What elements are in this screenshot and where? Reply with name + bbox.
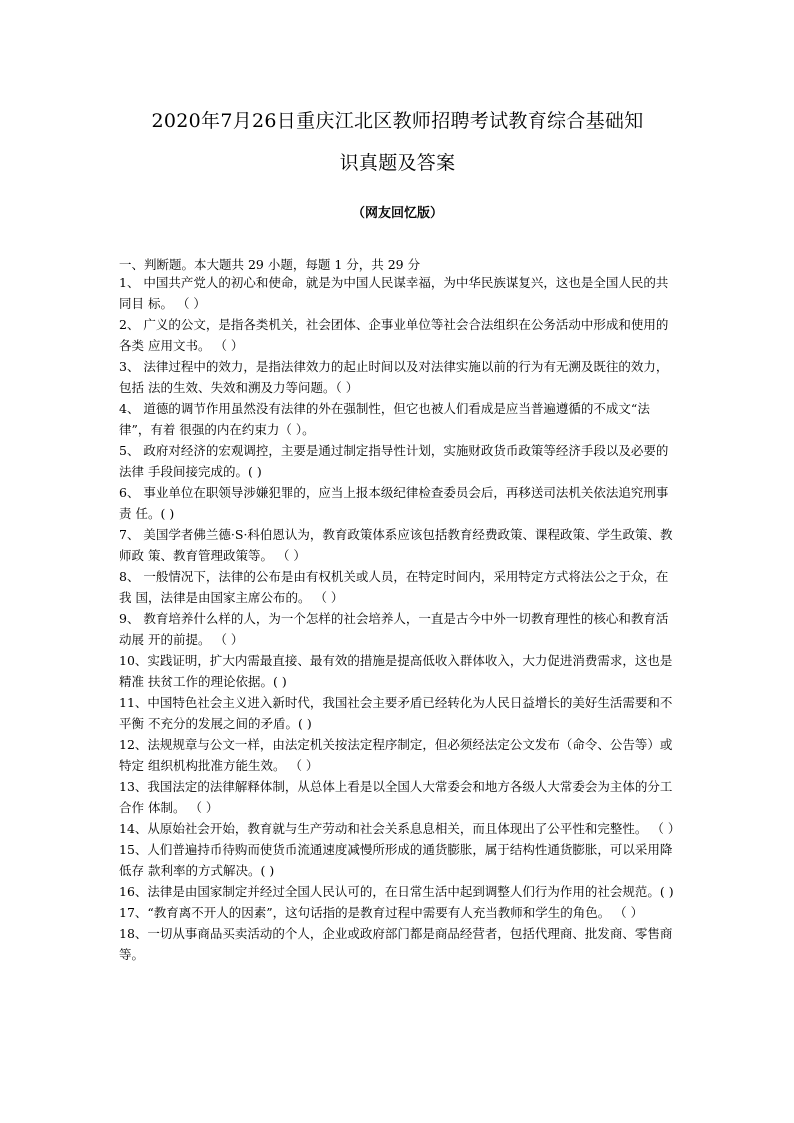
question-item: 18、一切从事商品买卖活动的个人，企业或政府部门都是商品经营者，包括代理商、批发商、零售商等。 — [119, 926, 673, 962]
question-item: 5、 政府对经济的宏观调控，主要是通过制定指导性计划，实施财政货币政策等经济手段以及必要的法律 手段间接完成的。( ) — [119, 443, 669, 479]
question-item: 9、 教育培养什么样的人，为一个怎样的社会培养人，一直是古今中外一切教育理性的核心和教育活动展 开的前提。 （ ） — [119, 611, 669, 647]
section-heading: 一、判断题。本大题共 29 小题，每题 1 分，共 29 分 — [119, 257, 421, 272]
page-subtitle: （网友回忆版） — [351, 206, 443, 221]
page-title-line1: 2020年7月26日重庆江北区教师招聘考试教育综合基础知 — [151, 110, 644, 132]
page-title-line2: 识真题及答案 — [339, 152, 456, 174]
question-item: 16、法律是由国家制定并经过全国人民认可的，在日常生活中起到调整人们行为作用的社会规范。( ) — [119, 884, 674, 899]
question-item: 17、“教育离不开人的因素”，这句话指的是教育过程中需要有人充当教师和学生的角色。 （ ） — [119, 905, 644, 920]
question-item: 11、中国特色社会主义进入新时代，我国社会主要矛盾已经转化为人民日益增长的美好生活需要和不平衡 不充分的发展之间的矛盾。( ) — [119, 695, 673, 731]
question-item: 12、法规规章与公文一样，由法定机关按法定程序制定，但必须经法定公文发布（命令、公告等）或特定 组织机构批准方能生效。 （ ） — [119, 737, 673, 773]
question-item: 6、 事业单位在职领导涉嫌犯罪的，应当上报本级纪律检查委员会后，再移送司法机关依法追究刑事责 任。( ) — [119, 485, 669, 521]
question-item: 2、 广义的公文，是指各类机关，社会团体、企事业单位等社会合法组织在公务活动中形成和使用的各类 应用文书。 （ ） — [119, 317, 669, 353]
question-item: 4、 道德的调节作用虽然没有法律的外在强制性，但它也被人们看成是应当普遍遵循的不成文“法律”，有着 很强的内在约束力（ ）。 — [119, 401, 650, 437]
question-list — [119, 272, 679, 965]
question-item: 14、从原始社会开始，教育就与生产劳动和社会关系息息相关，而且体现出了公平性和完整性。 （ ） — [119, 821, 681, 836]
question-item: 7、 美国学者佛兰德·S·科伯恩认为，教育政策体系应该包括教育经费政策、课程政策、学生政策、教师政 策、教育管理政策等。 （ ） — [119, 527, 673, 563]
question-item: 3、 法律过程中的效力，是指法律效力的起止时间以及对法律实施以前的行为有无溯及既往的效力，包括 法的生效、失效和溯及力等问题。（ ） — [119, 359, 669, 395]
question-item: 1、 中国共产党人的初心和使命，就是为中国人民谋幸福，为中华民族谋复兴，这也是全国人民的共同目 标。 （ ） — [119, 275, 669, 311]
question-item: 8、 一般情况下，法律的公布是由有权机关或人员，在特定时间内，采用特定方式将法公之于众，在我 国，法律是由国家主席公布的。 （ ） — [119, 569, 669, 605]
question-item: 10、实践证明，扩大内需最直接、最有效的措施是提高低收入群体收入，大力促进消费需求，这也是精准 扶贫工作的理论依据。( ) — [119, 653, 673, 689]
question-item: 13、我国法定的法律解释体制，从总体上看是以全国人大常委会和地方各级人大常委会为主体的分工合作 体制。 （ ） — [119, 779, 673, 815]
question-item: 15、人们普遍持币待购而使货币流通速度减慢所形成的通货膨胀，属于结构性通货膨胀，可以采用降低存 款利率的方式解决。( ) — [119, 842, 673, 878]
